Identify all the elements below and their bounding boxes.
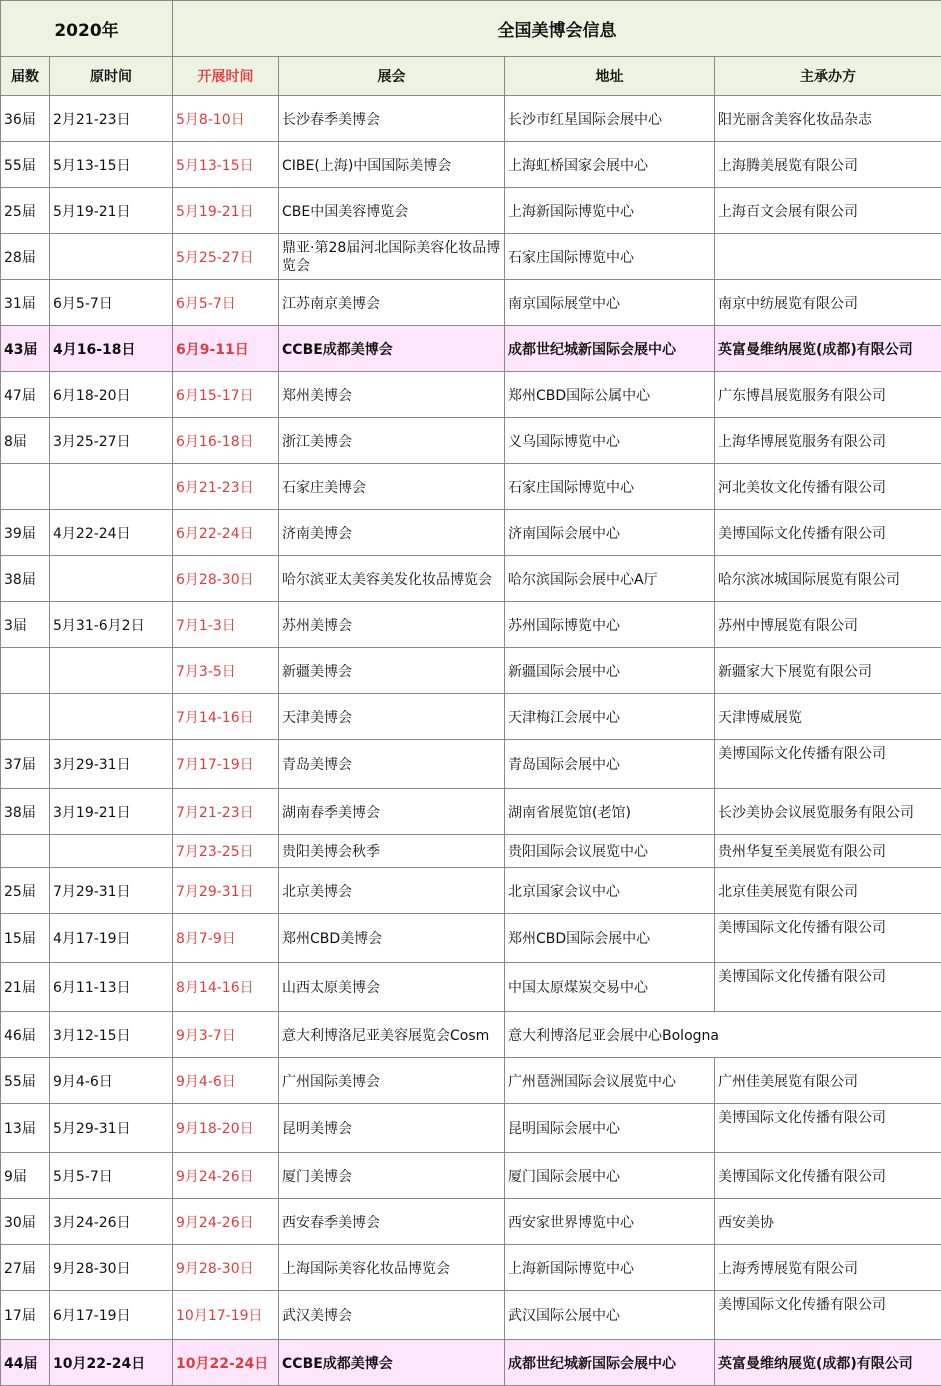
cell-expo-name: 哈尔滨亚太美容美发化妆品博览会 [279, 556, 505, 602]
cell-original-date: 3月29-31日 [50, 740, 173, 789]
cell-session: 3届 [1, 602, 50, 648]
cell-original-date: 3月25-27日 [50, 418, 173, 464]
cell-original-date: 6月5-7日 [50, 280, 173, 326]
cell-address: 新疆国际会展中心 [505, 648, 715, 694]
cell-open-date: 6月9-11日 [173, 326, 279, 372]
cell-organizer: 上海百文会展有限公司 [715, 188, 941, 234]
header-organizer: 主承办方 [715, 57, 941, 96]
cell-session: 55届 [1, 142, 50, 188]
cell-session: 30届 [1, 1199, 50, 1245]
cell-expo-name: 湖南春季美博会 [279, 789, 505, 835]
table-row [1, 510, 941, 556]
cell-original-date: 4月22-24日 [50, 510, 173, 556]
cell-open-date: 8月7-9日 [173, 914, 279, 963]
cell-address: 上海新国际博览中心 [505, 188, 715, 234]
cell-open-date: 10月22-24日 [173, 1340, 279, 1386]
cell-session: 13届 [1, 1104, 50, 1153]
cell-session: 9届 [1, 1153, 50, 1199]
table-row [1, 868, 941, 914]
cell-session: 17届 [1, 1291, 50, 1340]
cell-expo-name: 天津美博会 [279, 694, 505, 740]
cell-session: 28届 [1, 234, 50, 280]
cell-session [1, 835, 50, 868]
cell-session: 8届 [1, 418, 50, 464]
table-row [1, 234, 941, 280]
table-row [1, 648, 941, 694]
cell-original-date [50, 648, 173, 694]
header-session: 届数 [1, 57, 50, 96]
cell-address: 郑州CBD国际会展中心 [505, 914, 715, 963]
cell-expo-name: 北京美博会 [279, 868, 505, 914]
cell-address: 石家庄国际博览中心 [505, 234, 715, 280]
cell-session: 46届 [1, 1012, 50, 1058]
cell-organizer: 美博国际文化传播有限公司 [715, 1153, 941, 1199]
cell-organizer: 广州佳美展览有限公司 [715, 1058, 941, 1104]
cell-session: 55届 [1, 1058, 50, 1104]
cell-organizer: 美博国际文化传播有限公司 [715, 914, 941, 963]
cell-organizer: 南京中纺展览有限公司 [715, 280, 941, 326]
table-row [1, 1058, 941, 1104]
cell-address: 苏州国际博览中心 [505, 602, 715, 648]
cell-original-date [50, 464, 173, 510]
cell-address: 成都世纪城新国际会展中心 [505, 326, 715, 372]
cell-original-date: 6月17-19日 [50, 1291, 173, 1340]
cell-original-date [50, 694, 173, 740]
cell-original-date: 5月13-15日 [50, 142, 173, 188]
cell-open-date: 8月14-16日 [173, 963, 279, 1012]
table-row [1, 142, 941, 188]
cell-session: 39届 [1, 510, 50, 556]
cell-expo-name: 西安春季美博会 [279, 1199, 505, 1245]
cell-open-date: 7月3-5日 [173, 648, 279, 694]
table-row [1, 740, 941, 789]
header-expo: 展会 [279, 57, 505, 96]
table-row [1, 602, 941, 648]
cell-original-date: 3月12-15日 [50, 1012, 173, 1058]
cell-open-date: 9月4-6日 [173, 1058, 279, 1104]
cell-address: 南京国际展堂中心 [505, 280, 715, 326]
cell-organizer: 美博国际文化传播有限公司 [715, 740, 941, 789]
cell-expo-name: CIBE(上海)中国国际美博会 [279, 142, 505, 188]
cell-original-date: 9月4-6日 [50, 1058, 173, 1104]
cell-organizer: 上海华博展览服务有限公司 [715, 418, 941, 464]
cell-expo-name: 济南美博会 [279, 510, 505, 556]
cell-organizer: 新疆家大下展览有限公司 [715, 648, 941, 694]
cell-address: 上海虹桥国家会展中心 [505, 142, 715, 188]
title-year: 2020年 [1, 1, 173, 57]
cell-organizer: 河北美妆文化传播有限公司 [715, 464, 941, 510]
cell-session: 38届 [1, 556, 50, 602]
cell-session: 31届 [1, 280, 50, 326]
cell-address: 哈尔滨国际会展中心A厅 [505, 556, 715, 602]
cell-expo-name: 浙江美博会 [279, 418, 505, 464]
cell-session: 38届 [1, 789, 50, 835]
cell-expo-name: CCBE成都美博会 [279, 1340, 505, 1386]
cell-expo-name: CBE中国美容博览会 [279, 188, 505, 234]
cell-address: 义乌国际博览中心 [505, 418, 715, 464]
cell-address: 长沙市红星国际会展中心 [505, 96, 715, 142]
cell-original-date [50, 835, 173, 868]
cell-expo-name: 山西太原美博会 [279, 963, 505, 1012]
cell-address: 济南国际会展中心 [505, 510, 715, 556]
cell-organizer: 英富曼维纳展览(成都)有限公司 [715, 326, 941, 372]
cell-session [1, 464, 50, 510]
header-original-date: 原时间 [50, 57, 173, 96]
cell-address: 湖南省展览馆(老馆) [505, 789, 715, 835]
cell-address: 上海新国际博览中心 [505, 1245, 715, 1291]
cell-address: 武汉国际公展中心 [505, 1291, 715, 1340]
cell-original-date: 5月19-21日 [50, 188, 173, 234]
cell-session: 44届 [1, 1340, 50, 1386]
cell-organizer: 美博国际文化传播有限公司 [715, 1291, 941, 1340]
header-address: 地址 [505, 57, 715, 96]
cell-original-date: 4月17-19日 [50, 914, 173, 963]
cell-organizer: 贵州华复至美展览有限公司 [715, 835, 941, 868]
cell-organizer: 西安美协 [715, 1199, 941, 1245]
cell-original-date: 5月29-31日 [50, 1104, 173, 1153]
cell-expo-name: 石家庄美博会 [279, 464, 505, 510]
cell-expo-name: CCBE成都美博会 [279, 326, 505, 372]
cell-open-date: 9月3-7日 [173, 1012, 279, 1058]
table-row [1, 1153, 941, 1199]
cell-address: 广州琶洲国际会议展览中心 [505, 1058, 715, 1104]
cell-open-date: 5月8-10日 [173, 96, 279, 142]
cell-open-date: 7月29-31日 [173, 868, 279, 914]
cell-session: 25届 [1, 868, 50, 914]
table-row [1, 1291, 941, 1340]
cell-original-date: 3月24-26日 [50, 1199, 173, 1245]
cell-address: 石家庄国际博览中心 [505, 464, 715, 510]
cell-original-date: 2月21-23日 [50, 96, 173, 142]
table-row [1, 1104, 941, 1153]
cell-address: 昆明国际会展中心 [505, 1104, 715, 1153]
cell-open-date: 7月23-25日 [173, 835, 279, 868]
header-open-date: 开展时间 [173, 57, 279, 96]
cell-address: 成都世纪城新国际会展中心 [505, 1340, 715, 1386]
cell-original-date [50, 556, 173, 602]
cell-organizer: 上海腾美展览有限公司 [715, 142, 941, 188]
cell-open-date: 9月28-30日 [173, 1245, 279, 1291]
cell-session: 21届 [1, 963, 50, 1012]
cell-open-date: 6月5-7日 [173, 280, 279, 326]
cell-session: 15届 [1, 914, 50, 963]
table-row [1, 963, 941, 1012]
table-row [1, 1340, 941, 1386]
cell-address: 西安家世界博览中心 [505, 1199, 715, 1245]
table-row [1, 1245, 941, 1291]
cell-organizer: 广东博昌展览服务有限公司 [715, 372, 941, 418]
cell-original-date: 5月31-6月2日 [50, 602, 173, 648]
cell-address: 厦门国际会展中心 [505, 1153, 715, 1199]
cell-organizer: 哈尔滨冰城国际展览有限公司 [715, 556, 941, 602]
cell-original-date: 5月5-7日 [50, 1153, 173, 1199]
cell-expo-name: 意大利博洛尼亚美容展览会Cosm [279, 1012, 505, 1058]
cell-open-date: 7月21-23日 [173, 789, 279, 835]
cell-original-date: 6月11-13日 [50, 963, 173, 1012]
cell-session: 27届 [1, 1245, 50, 1291]
cell-session: 37届 [1, 740, 50, 789]
cell-organizer: 北京佳美展览有限公司 [715, 868, 941, 914]
cell-expo-name: 鼎亚·第28届河北国际美容化妆品博览会 [279, 234, 505, 280]
cell-expo-name: 江苏南京美博会 [279, 280, 505, 326]
cell-expo-name: 郑州美博会 [279, 372, 505, 418]
table-row [1, 789, 941, 835]
cell-organizer: 长沙美协会议展览服务有限公司 [715, 789, 941, 835]
cell-organizer: 美博国际文化传播有限公司 [715, 510, 941, 556]
cell-session [1, 694, 50, 740]
cell-expo-name: 青岛美博会 [279, 740, 505, 789]
cell-address: 郑州CBD国际公属中心 [505, 372, 715, 418]
cell-organizer: 美博国际文化传播有限公司 [715, 963, 941, 1012]
cell-session: 36届 [1, 96, 50, 142]
table-row [1, 418, 941, 464]
cell-organizer: 上海秀博展览有限公司 [715, 1245, 941, 1291]
table-row [1, 464, 941, 510]
cell-open-date: 10月17-19日 [173, 1291, 279, 1340]
cell-open-date: 5月19-21日 [173, 188, 279, 234]
table-row [1, 1199, 941, 1245]
cell-original-date: 3月19-21日 [50, 789, 173, 835]
cell-expo-name: 长沙春季美博会 [279, 96, 505, 142]
cell-address: 中国太原煤炭交易中心 [505, 963, 715, 1012]
cell-expo-name: 郑州CBD美博会 [279, 914, 505, 963]
cell-organizer: 美博国际文化传播有限公司 [715, 1104, 941, 1153]
table-row [1, 96, 941, 142]
cell-original-date: 10月22-24日 [50, 1340, 173, 1386]
cell-open-date: 7月14-16日 [173, 694, 279, 740]
cell-address: 青岛国际会展中心 [505, 740, 715, 789]
cell-open-date: 7月17-19日 [173, 740, 279, 789]
cell-open-date: 9月24-26日 [173, 1199, 279, 1245]
table-row [1, 326, 941, 372]
cell-open-date: 9月24-26日 [173, 1153, 279, 1199]
cell-expo-name: 厦门美博会 [279, 1153, 505, 1199]
cell-expo-name: 上海国际美容化妆品博览会 [279, 1245, 505, 1291]
cell-original-date: 4月16-18日 [50, 326, 173, 372]
cell-original-date: 6月18-20日 [50, 372, 173, 418]
cell-open-date: 6月16-18日 [173, 418, 279, 464]
cell-open-date: 6月15-17日 [173, 372, 279, 418]
cell-expo-name: 广州国际美博会 [279, 1058, 505, 1104]
cell-session [1, 648, 50, 694]
header-row [1, 57, 941, 96]
cell-address: 意大利博洛尼亚会展中心Bologna [505, 1012, 941, 1058]
cell-organizer: 英富曼维纳展览(成都)有限公司 [715, 1340, 941, 1386]
cell-original-date [50, 234, 173, 280]
cell-organizer [715, 234, 941, 280]
table-row [1, 188, 941, 234]
cell-open-date: 9月18-20日 [173, 1104, 279, 1153]
cell-open-date: 5月25-27日 [173, 234, 279, 280]
cell-open-date: 7月1-3日 [173, 602, 279, 648]
table-row [1, 372, 941, 418]
cell-organizer: 天津博威展览 [715, 694, 941, 740]
cell-address: 贵阳国际会议展览中心 [505, 835, 715, 868]
cell-organizer: 阳光丽含美容化妆品杂志 [715, 96, 941, 142]
table-row [1, 280, 941, 326]
cell-original-date: 9月28-30日 [50, 1245, 173, 1291]
cell-expo-name: 苏州美博会 [279, 602, 505, 648]
title-row [1, 1, 941, 57]
cell-open-date: 6月28-30日 [173, 556, 279, 602]
cell-open-date: 5月13-15日 [173, 142, 279, 188]
table-row [1, 914, 941, 963]
title-main: 全国美博会信息 [173, 1, 941, 57]
table-row [1, 1012, 941, 1058]
cell-address: 天津梅江会展中心 [505, 694, 715, 740]
cell-session: 25届 [1, 188, 50, 234]
table-row [1, 835, 941, 868]
cell-expo-name: 武汉美博会 [279, 1291, 505, 1340]
cell-expo-name: 昆明美博会 [279, 1104, 505, 1153]
cell-session: 47届 [1, 372, 50, 418]
cell-original-date: 7月29-31日 [50, 868, 173, 914]
table-row [1, 556, 941, 602]
table-row [1, 694, 941, 740]
cell-address: 北京国家会议中心 [505, 868, 715, 914]
cell-session: 43届 [1, 326, 50, 372]
cell-open-date: 6月21-23日 [173, 464, 279, 510]
cell-expo-name: 新疆美博会 [279, 648, 505, 694]
cell-expo-name: 贵阳美博会秋季 [279, 835, 505, 868]
cell-organizer: 苏州中博展览有限公司 [715, 602, 941, 648]
cell-open-date: 6月22-24日 [173, 510, 279, 556]
